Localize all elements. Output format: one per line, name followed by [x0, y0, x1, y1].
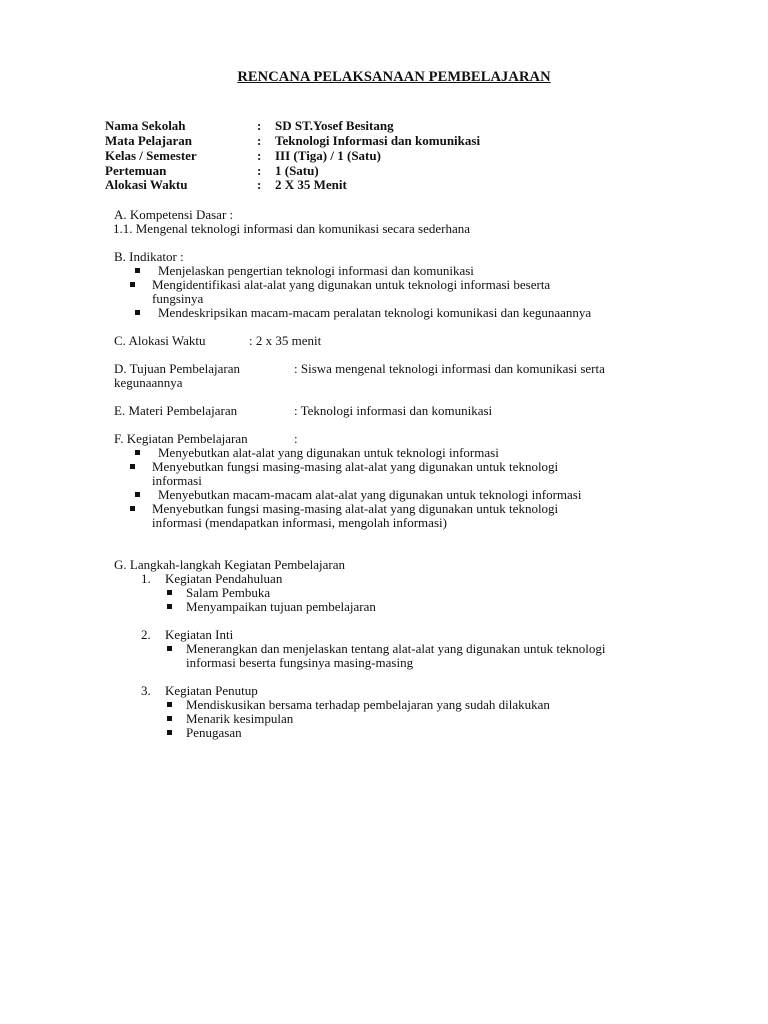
identity-value: 1 (Satu)	[275, 163, 319, 178]
identity-colon: :	[257, 148, 262, 163]
step-title: Kegiatan Inti	[165, 627, 234, 642]
list-item: Menyebutkan alat-alat yang digunakan untuk teknologi informasi	[158, 445, 499, 460]
section-c-value: : 2 x 35 menit	[249, 333, 322, 348]
step-title: Kegiatan Pendahuluan	[165, 571, 283, 586]
list-item: Mengidentifikasi alat-alat yang digunakan untuk teknologi informasi beserta	[152, 277, 551, 292]
identity-value: 2 X 35 Menit	[275, 177, 347, 192]
bullet-icon	[167, 716, 172, 721]
section-e-heading: E. Materi Pembelajaran	[114, 403, 238, 418]
bullet-icon	[130, 506, 135, 511]
bullet-icon	[167, 646, 172, 651]
list-item: Menarik kesimpulan	[186, 711, 294, 726]
identity-value: III (Tiga) / 1 (Satu)	[275, 148, 381, 163]
section-a-heading: A. Kompetensi Dasar :	[114, 207, 234, 222]
list-item-continuation: informasi (mendapatkan informasi, mengolah informasi)	[152, 515, 447, 530]
section-b-heading: B. Indikator :	[114, 249, 184, 264]
bullet-icon	[130, 282, 135, 287]
section-d-continuation: kegunaannya	[114, 375, 183, 390]
bullet-icon	[167, 604, 172, 609]
bullet-icon	[167, 702, 172, 707]
list-item: Menyebutkan macam-macam alat-alat yang digunakan untuk teknologi informasi	[158, 487, 582, 502]
list-item: Menjelaskan pengertian teknologi informasi dan komunikasi	[158, 263, 474, 278]
section-c-heading: C. Alokasi Waktu	[114, 333, 206, 348]
document-title: RENCANA PELAKSANAAN PEMBELAJARAN	[237, 69, 551, 85]
list-item-continuation: informasi	[152, 473, 202, 488]
section-e-value: : Teknologi informasi dan komunikasi	[294, 403, 493, 418]
list-item: Salam Pembuka	[186, 585, 271, 600]
bullet-icon	[167, 730, 172, 735]
bullet-icon	[167, 590, 172, 595]
list-item: Penugasan	[186, 725, 242, 740]
identity-colon: :	[257, 163, 262, 178]
section-g-heading: G. Langkah-langkah Kegiatan Pembelajaran	[114, 557, 346, 572]
identity-label: Mata Pelajaran	[105, 133, 193, 148]
list-item: Mendiskusikan bersama terhadap pembelajaran yang sudah dilakukan	[186, 697, 550, 712]
step-number: 1.	[141, 571, 151, 586]
step-number: 2.	[141, 627, 151, 642]
section-d-value: : Siswa mengenal teknologi informasi dan komunikasi serta	[294, 361, 605, 376]
identity-colon: :	[257, 133, 262, 148]
identity-value: Teknologi Informasi dan komunikasi	[275, 133, 481, 148]
section-a-text: 1.1. Mengenal teknologi informasi dan komunikasi secara sederhana	[113, 221, 471, 236]
step-title: Kegiatan Penutup	[165, 683, 258, 698]
list-item: Menyebutkan fungsi masing-masing alat-alat yang digunakan untuk teknologi	[152, 459, 559, 474]
identity-label: Alokasi Waktu	[105, 177, 188, 192]
identity-label: Kelas / Semester	[105, 148, 197, 163]
bullet-icon	[135, 268, 140, 273]
list-item-continuation: fungsinya	[152, 291, 204, 306]
identity-colon: :	[257, 118, 262, 133]
identity-value: SD ST.Yosef Besitang	[275, 118, 394, 133]
list-item: Mendeskripsikan macam-macam peralatan teknologi komunikasi dan kegunaannya	[158, 305, 592, 320]
list-item: Menerangkan dan menjelaskan tentang alat-alat yang digunakan untuk teknologi	[186, 641, 606, 656]
section-f-heading: F. Kegiatan Pembelajaran	[114, 431, 248, 446]
bullet-icon	[135, 492, 140, 497]
bullet-icon	[135, 310, 140, 315]
bullet-icon	[135, 450, 140, 455]
identity-label: Pertemuan	[105, 163, 167, 178]
section-d-heading: D. Tujuan Pembelajaran	[114, 361, 241, 376]
step-number: 3.	[141, 683, 151, 698]
section-f-colon: :	[294, 431, 298, 446]
identity-colon: :	[257, 177, 262, 192]
identity-label: Nama Sekolah	[105, 118, 186, 133]
list-item-continuation: informasi beserta fungsinya masing-masing	[186, 655, 414, 670]
bullet-icon	[130, 464, 135, 469]
list-item: Menyebutkan fungsi masing-masing alat-alat yang digunakan untuk teknologi	[152, 501, 559, 516]
list-item: Menyampaikan tujuan pembelajaran	[186, 599, 376, 614]
